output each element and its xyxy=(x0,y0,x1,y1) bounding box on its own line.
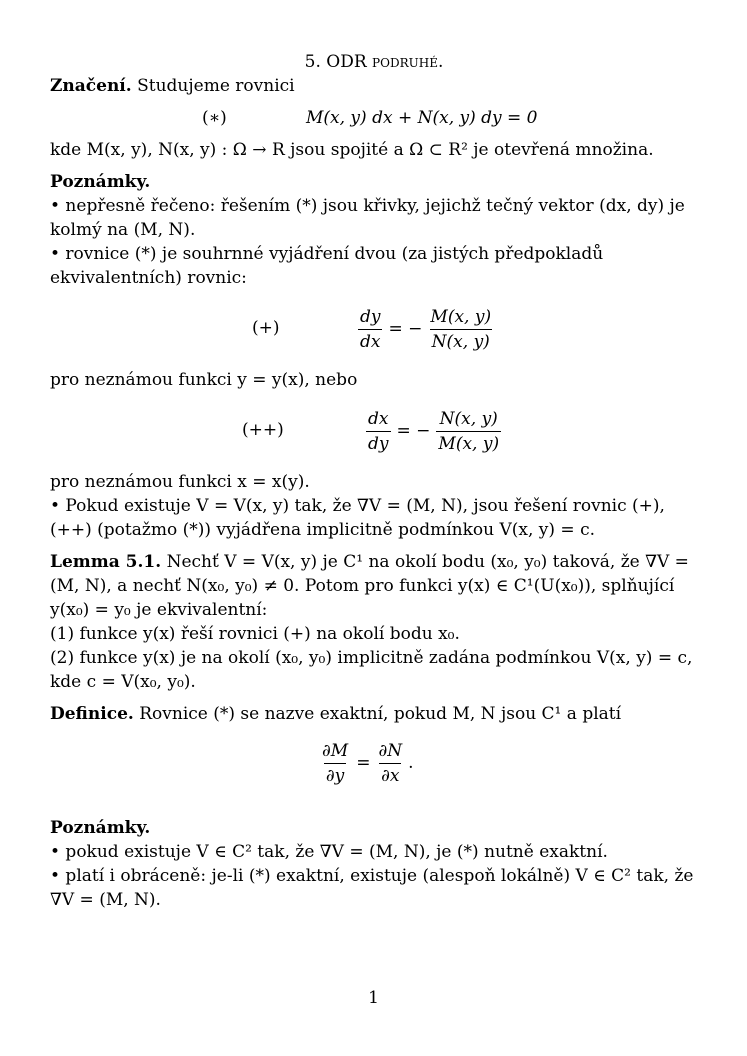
lemma-text: Nechť V = V(x, y) je C¹ na okolí bodu (x₀, y₀) taková, že ∇V = (M, N), a nechť N(x₀, y₀) ≠ 0. Potom pro funkci y(x) ∈ C¹(U(x₀)), splňující y(x₀) = y₀ je ekvivalentní: xyxy=(50,552,689,620)
page-body xyxy=(50,50,698,912)
lemma-heading: Lemma 5.1. xyxy=(50,552,162,572)
unknown-x-line: pro neznámou funkci x = x(y). xyxy=(50,472,310,492)
equation-plusplus: (++) $\frac{dx}{dy}$ = − $\frac{N(x, y)}{M(x, y)}$ xyxy=(242,408,500,454)
bullet-4: • pokud existuje V ∈ C² tak, že ∇V = (M, N), je (*) nutně exaktní. xyxy=(50,842,608,862)
notation-heading: Značení. xyxy=(50,76,132,96)
equation-plusplus-lhs: $\frac{dx}{dy}$ xyxy=(368,408,389,454)
bullet-3: • Pokud existuje V = V(x, y) tak, že ∇V = (M, N), jsou řešení rovnic (+), (++) (potažmo (*)) vyjádřena implicitně podmínkou V(x, y) = c. xyxy=(50,496,665,540)
notation-text: Studujeme rovnici xyxy=(137,76,295,96)
notation-paragraph xyxy=(50,74,698,98)
section-title xyxy=(50,50,698,74)
lemma-paragraph xyxy=(50,550,698,622)
equation-star-label: (∗) xyxy=(202,108,227,128)
unknown-y-line: pro neznámou funkci y = y(x), nebo xyxy=(50,370,358,390)
lemma-item-2: (2) funkce y(x) je na okolí (x₀, y₀) implicitně zadána podmínkou V(x, y) = c, kde c = V(x₀, y₀). xyxy=(50,648,693,692)
definition-paragraph xyxy=(50,702,698,726)
equation-plus-lhs: $\frac{dy}{dx}$ xyxy=(360,306,381,352)
title-number: 5. ODR xyxy=(304,52,367,72)
equation-plus-rhs: $\frac{M(x, y)}{N(x, y)}$ xyxy=(430,306,492,352)
equation-star-body: M(x, y) dx + N(x, y) dy = 0 xyxy=(306,108,538,128)
lemma-item-1: (1) funkce y(x) řeší rovnici (+) na okolí bodu x₀. xyxy=(50,624,460,644)
remarks-heading-2: Poznámky. xyxy=(50,818,151,838)
equation-plusplus-label: (++) xyxy=(242,420,284,440)
equation-plus-label: (+) xyxy=(252,318,280,338)
equation-exact-lhs: $\frac{\partial M}{\partial y}$ xyxy=(322,740,349,786)
equation-plusplus-rhs: $\frac{N(x, y)}{M(x, y)}$ xyxy=(438,408,500,454)
bullet-2: • rovnice (*) je souhrnné vyjádření dvou (za jistých předpokladů ekvivalentních) rovnic: xyxy=(50,244,604,288)
title-smallcaps: podruhé. xyxy=(372,52,444,72)
definition-text: Rovnice (*) se nazve exaktní, pokud M, N jsou C¹ a platí xyxy=(139,704,622,724)
where-line: kde M(x, y), N(x, y) : Ω → R jsou spojité a Ω ⊂ R² je otevřená množina. xyxy=(50,140,654,160)
bullet-1: • nepřesně řečeno: řešením (*) jsou křivky, jejichž tečný vektor (dx, dy) je kolmý na (M, N). xyxy=(50,196,685,240)
equation-plus: (+) $\frac{dy}{dx}$ = − $\frac{M(x, y)}{N(x, y)}$ xyxy=(252,306,492,352)
equation-star xyxy=(50,98,698,138)
equation-exact-rhs: $\frac{\partial N}{\partial x}$ xyxy=(378,740,403,786)
remarks-heading-1: Poznámky. xyxy=(50,172,151,192)
bullet-5: • platí i obráceně: je-li (*) exaktní, existuje (alespoň lokálně) V ∈ C² tak, že ∇V = (M, N). xyxy=(50,866,694,910)
equation-exact: $\frac{\partial M}{\partial y}$ = $\frac{\partial N}{\partial x}$ . xyxy=(322,740,414,786)
definition-heading: Definice. xyxy=(50,704,134,724)
page-number: 1 xyxy=(368,988,379,1008)
